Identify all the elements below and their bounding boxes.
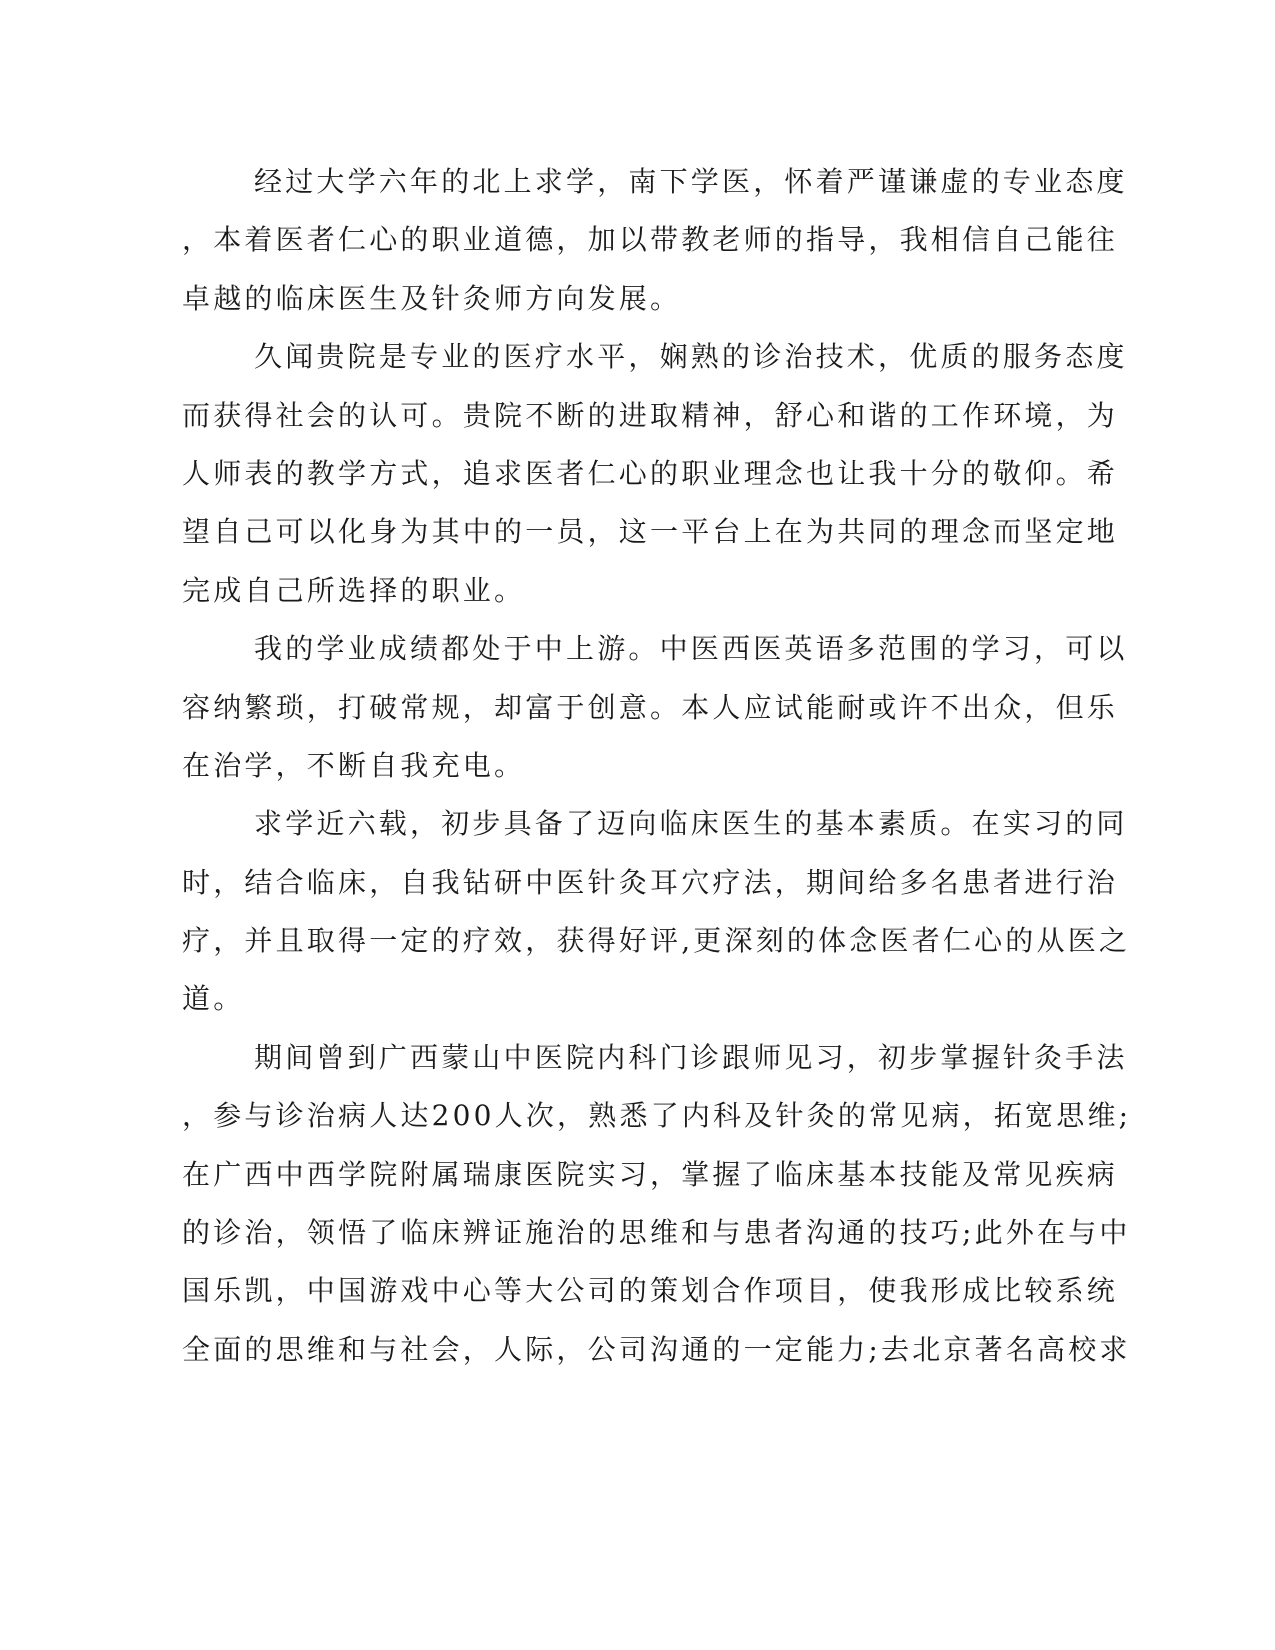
text-line: ，本着医者仁心的职业道德，加以带教老师的指导，我相信自己能往 — [182, 223, 1119, 257]
document-body — [182, 162, 1132, 1388]
paragraph-4 — [182, 804, 1131, 1038]
text-line: 求学近六载，初步具备了迈向临床医生的基本素质。在实习的同 — [254, 807, 1128, 841]
text-line: 疗，并且取得一定的疗效，获得好评,更深刻的体念医者仁心的从医之 — [182, 924, 1131, 958]
text-line: 望自己可以化身为其中的一员，这一平台上在为共同的理念而坚定地 — [182, 515, 1119, 549]
text-line: 的诊治，领悟了临床辨证施治的思维和与患者沟通的技巧;此外在与中 — [182, 1216, 1131, 1250]
text-line: 道。 — [182, 982, 245, 1016]
paragraph-3 — [182, 629, 1128, 804]
text-line: 国乐凯，中国游戏中心等大公司的策划合作项目，使我形成比较系统 — [182, 1274, 1119, 1308]
text-line: ，参与诊治病人达200人次，熟悉了内科及针灸的常见病，拓宽思维; — [182, 1099, 1132, 1133]
text-line: 而获得社会的认可。贵院不断的进取精神，舒心和谐的工作环境，为 — [182, 398, 1119, 432]
text-line: 久闻贵院是专业的医疗水平，娴熟的诊治技术，优质的服务态度 — [254, 340, 1128, 374]
text-line: 全面的思维和与社会，人际，公司沟通的一定能力;去北京著名高校求 — [182, 1332, 1131, 1366]
text-line: 在治学，不断自我充电。 — [182, 748, 526, 782]
text-line: 容纳繁琐，打破常规，却富于创意。本人应试能耐或许不出众，但乐 — [182, 690, 1119, 724]
text-line: 卓越的临床医生及针灸师方向发展。 — [182, 281, 682, 315]
text-line: 时，结合临床，自我钻研中医针灸耳穴疗法，期间给多名患者进行治 — [182, 865, 1119, 899]
paragraph-5 — [182, 1038, 1132, 1388]
text-line: 经过大学六年的北上求学，南下学医，怀着严谨谦虚的专业态度 — [254, 165, 1128, 198]
text-line: 人师表的教学方式，追求医者仁心的职业理念也让我十分的敬仰。希 — [182, 456, 1119, 490]
text-line: 完成自己所选择的职业。 — [182, 573, 526, 607]
text-line: 在广西中西学院附属瑞康医院实习，掌握了临床基本技能及常见疾病 — [182, 1157, 1119, 1191]
text-line: 期间曾到广西蒙山中医院内科门诊跟师见习，初步掌握针灸手法 — [254, 1040, 1128, 1074]
paragraph-1 — [182, 162, 1128, 337]
paragraph-2 — [182, 337, 1128, 629]
text-line: 我的学业成绩都处于中上游。中医西医英语多范围的学习，可以 — [254, 632, 1128, 666]
